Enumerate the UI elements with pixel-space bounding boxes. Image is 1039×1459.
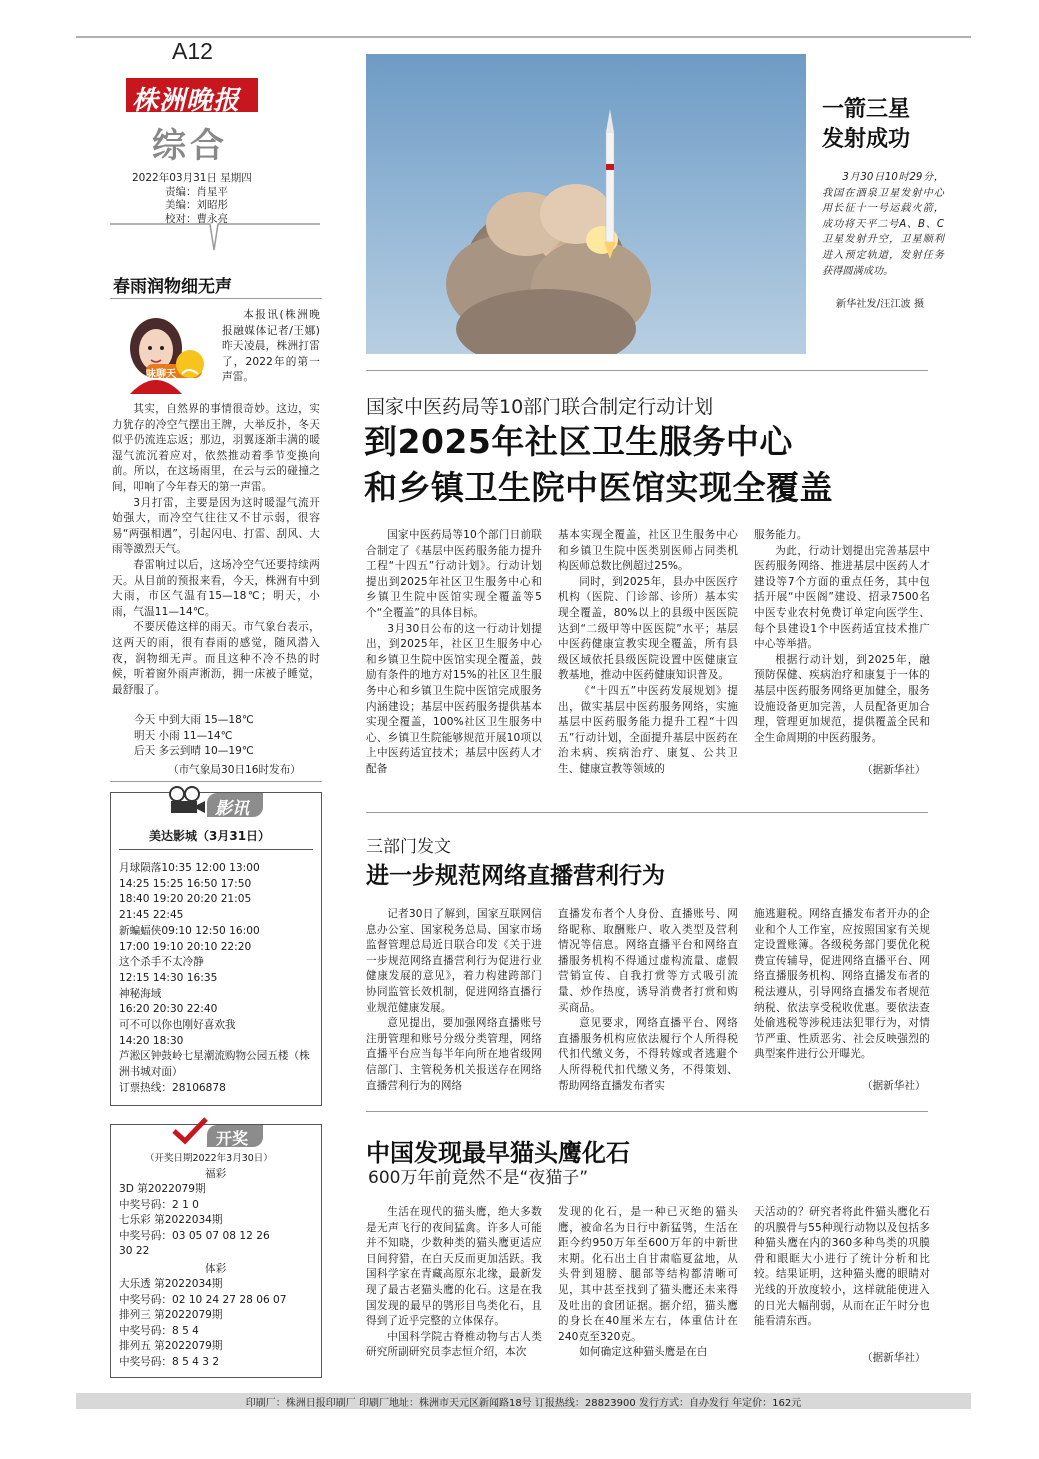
rocket-photo [366,54,806,354]
article3-paragraph: 如何确定这种猫头鹰是在白 [579,1346,708,1359]
article3-column-1 [366,1205,542,1361]
article1-column-3 [754,528,930,746]
lottery-line: 30 22 [119,1245,150,1258]
showtime-line: 18:40 19:20 20:20 21:05 [119,893,252,906]
rocket-headline [822,94,910,154]
article1-source: （据新华社） [862,764,926,776]
showtime-line: 新蝙蝠侠09:10 12:50 16:00 [119,924,260,937]
showtime-line: 21:45 22:45 [119,909,184,922]
rocket-credit: 新华社发/汪江波 摄 [836,299,925,310]
article1-paragraph: 服务能力。 [754,529,808,541]
lottery-box [110,1124,322,1378]
article2-paragraph: 记者30日了解到，国家互联网信息办公室、国家税务总局、国家市场监督管理总局近日联合印发《关于进一步规范网络直播营利行为促进行业健康发展的意见》，着力构建跨部门协同监管长效机制，促进网络直播行业规范健康发展。 [366,908,542,1014]
film-camera-icon [167,785,207,815]
lottery-fucai-title: 福彩 [205,1168,227,1180]
rocket-caption-text: 3月30日10时29分，我国在酒泉卫星发射中心用长征十一号运载火箭，成功将天平二号A、B、C卫星发射升空，卫星顺利进入预定轨道，发射任务获得圆满成功。 [822,172,944,277]
cinema-name: 美达影城（3月31日） [149,829,271,843]
column-title: 春雨润物细无声 [113,277,232,297]
footer-bar [76,1393,971,1409]
cinema-hotline: 订票热线：28106878 [119,1081,226,1094]
showtime-line: 16:20 20:30 22:40 [119,1003,218,1016]
article1-paragraph: 为此，行动计划提出完善基层中医药服务网络、推进基层中医药人才建设等7个方面的重点任务，其中包括开展“中医阁”建设、招录7500名中医专业农村免费订单定向医学生、每个县建设1个中医药适宜技术推广中心等举措。 [754,544,930,651]
rocket-bottom-rule [366,370,928,371]
page-number: A12 [172,38,213,64]
column-paragraph: 其实，自然界的事情很奇妙。这边，实力犹存的冷空气摆出王牌，大举反扑，冬天似乎仍流连忘返；那边，羽翼逐渐丰满的暖湿气流沉着应对，依然推动着季节变换向前。所以，在这场雨里，在云与云的碰撞之间，叩响了今年春天的第一声雷。 [112,403,320,493]
movies-box [110,792,322,1106]
lottery-badge: 开奖 [216,1129,249,1148]
column-intro [222,308,320,386]
weather-forecast [134,713,254,760]
article2-paragraph: 直播发布者个人身份、直播账号、网络昵称、取酬账户、收入类型及营利情况等信息。网络直播平台和网络直播服务机构不得通过虚构流量、虚假营销宣传、自我打赏等方式吸引流量、炒作热度，诱导消费者打赏和购买商品。 [558,908,738,1014]
article3-column-3 [754,1205,930,1330]
column-intro-text: 本报讯(株洲晚报融媒体记者/王娜)昨天凌晨，株洲打雷了，2022年的第一声雷。 [222,309,320,384]
lottery-line: 中奖号码：8 5 4 3 2 [119,1355,220,1368]
article3-subhead: 600万年前竟然不是“夜猫子” [368,1168,589,1188]
article3-column-2 [558,1205,738,1361]
movies-badge-bg [207,793,263,817]
issue-editor: 责编：肖星平 [165,185,228,198]
article2-column-1 [366,907,542,1094]
issue-proofreader: 校对：曹永亮 [165,212,228,225]
article2-column-2 [558,907,738,1094]
cinema-rule [119,849,313,850]
column-title-rule [110,298,322,299]
showtime-line: 可不可以你也刚好喜欢我 [119,1019,236,1032]
cinema-address: 芦淞区钟鼓岭七星潮流购物公园五楼（株洲书城对面） [119,1050,310,1079]
showtime-line: 17:00 19:10 20:10 22:20 [119,940,252,953]
issue-date: 2022年03月31日 星期四 [132,172,252,184]
column-paragraph: 春雷响过以后，这场冷空气还要持续两天。从目前的预报来看，今天，株洲有中到大雨，市区气温有15—18℃；明天，小雨，气温11—14℃。 [112,558,320,618]
article3-headline: 中国发现最早猫头鹰化石 [366,1139,630,1167]
article3-paragraph: 发现的化石，是一种已灭绝的猫头鹰，被命名为日行中新猛鸮，生活在距今约950万年至600万年的中新世末期。化石出土自甘肃临夏盆地，从头骨到翅膀、腿部等结构都清晰可见，其中甚至找到了猫头鹰还未来得及吐出的食团证据。据介绍，猫头鹰的身长在40厘米左右，体重估计在240克至320克。 [558,1206,738,1343]
lottery-fucai-list [119,1182,270,1260]
article2-paragraph: 意见提出，要加强网络直播账号注册管理和账号分级分类管理，网络直播平台应当每半年向所在地省级网信部门、主管税务机关报送存在网络直播营利行为的网络 [366,1017,542,1092]
lottery-line: 中奖号码：8 5 4 [119,1324,199,1337]
article3-paragraph: 中国科学院古脊椎动物与古人类研究所副研究员李志恒介绍，本次 [366,1330,542,1359]
paper-name: 株洲晚报 [132,86,241,116]
article3-source: （据新华社） [862,1352,926,1364]
lottery-line: 七乐彩 第2022034期 [119,1214,223,1227]
article2-headline: 进一步规范网络直播营利行为 [366,863,665,889]
column-paragraph: 不要厌倦这样的雨天。市气象台表示，这两天的雨，很有春雨的感觉，随风潜入夜，润物细无声。而且这种不冷不热的时候，听着窗外雨声淅沥，拥一床被子睡觉，最舒服了。 [112,621,320,696]
avatar-illustration [112,308,216,394]
article2-paragraph: 施逃避税。网络直播发布者开办的企业和个人工作室，应按照国家有关规定设置账簿。各级税务部门要优化税费宣传辅导，促进网络直播平台、网络直播服务机构、网络直播发布者的税法遵从，引导网络直播发布者规范纳税、依法享受税收优惠。要依法查处偷逃税等涉税违法犯罪行为，对情节严重、性质恶劣、社会反映强烈的典型案件进行公开曝光。 [754,908,930,1061]
lottery-line: 排列三 第2022079期 [119,1309,223,1322]
article1-paragraph: 《“十四五”中医药发展规划》提出，做实基层中医药服务网络，实施基层中医药服务能力提升工程“十四五”行动计划，全面提升基层中医药在治未病、疾病治疗、康复、公共卫生、健康宣教等领域的 [558,684,738,775]
showtimes-list [119,861,317,1097]
rocket-caption [822,170,944,279]
movies-badge: 影讯 [215,799,249,819]
paper-logo [126,78,258,116]
article2-paragraph: 意见要求，网络直播平台、网络直播服务机构应依法履行个人所得税代扣代缴义务，不得转嫁或者逃避个人所得税代扣代缴义务，不得策划、帮助网络直播发布者实 [558,1017,738,1092]
lottery-line: 排列五 第2022079期 [119,1340,223,1353]
lottery-line: 中奖号码：02 10 24 27 28 06 07 [119,1293,287,1306]
lottery-badge-bg [207,1125,263,1147]
forecast-source: （市气象局30日16时发布） [168,764,301,776]
showtime-line: 14:20 18:30 [119,1034,184,1047]
forecast-today: 今天 中到大雨 15—18℃ [134,714,254,726]
article2-kicker: 三部门发文 [366,837,451,857]
footer-text: 印刷厂：株洲日报印刷厂 印刷厂地址：株洲市天元区新闻路18号 订报热线：28823900 发行方式：自办发行 年定价：162元 [245,1398,802,1409]
article1-paragraph: 基本实现全覆盖，社区卫生服务中心和乡镇卫生院中医类别医师占同类机构医师总数比例超过25%。 [558,529,738,573]
article1-bottom-rule [366,812,928,813]
checkmark-icon [171,1117,209,1145]
showtime-line: 神秘海域 [119,987,162,1000]
lottery-ticai-list [119,1277,287,1371]
article1-headline-line-2: 和乡镇卫生院中医馆实现全覆盖 [364,468,833,507]
lottery-ticai-title: 体彩 [205,1263,227,1275]
article1-kicker: 国家中医药局等10部门联合制定行动计划 [366,396,714,418]
rocket-headline-line-1: 一箭三星 [822,96,911,122]
article1-paragraph: 国家中医药局等10个部门日前联合制定了《基层中医药服务能力提升工程“十四五”行动计划》。行动计划提出到2025年社区卫生服务中心和乡镇卫生院中医馆实现全覆盖等5个“全覆盖”的具体目标。 [366,529,542,619]
article3-paragraph: 天活动的？研究者将此件猫头鹰化石的巩膜骨与55种现行动物以及包括多种猫头鹰在内的360多种鸟类的巩膜骨和眼眶大小进行了统计分析和比较。结果证明，这种猫头鹰的眼睛对光线的开放度较小，这样就能使进入的日光大幅削弱，从而在正午时分也能看清东西。 [754,1206,930,1328]
article2-column-3 [754,907,930,1063]
article1-paragraph: 同时，到2025年，县办中医医疗机构（医院、门诊部、诊所）基本实现全覆盖，80%以上的县级中医医院达到“二级甲等中医医院”水平；基层中医药健康宣教实现全覆盖，所有县级区域依托县级医院设置中医健康宣教基地，推动中医药健康知识普及。 [558,575,738,682]
article1-paragraph: 3月30日公布的这一行动计划提出，到2025年，社区卫生服务中心和乡镇卫生院中医馆实现全覆盖，鼓励有条件的地方对15%的社区卫生服务中心和乡镇卫生院中医馆完成服务内涵建设；基层中医药服务提供基本实现全覆盖，100%社区卫生服务中心、乡镇卫生院能够规范开展10项以上中医药适宜技术；基层中医药人才配备 [366,622,542,775]
article1-headline [364,419,833,511]
article1-column-2 [558,528,738,778]
columnist-avatar [112,308,216,394]
article2-source: （据新华社） [862,1080,926,1092]
section-name: 综合 [152,126,228,166]
column-paragraph: 3月打雷，主要是因为这时暖湿气流开始强大，而冷空气往往又不甘示弱，很容易“两强相遇”，引起闪电、打雷、刮风、大雨等激烈天气。 [112,496,320,556]
column-body [112,402,320,698]
showtime-line: 月球陨落10:35 12:00 13:00 [119,862,260,874]
column-badge: 味聊天 [146,369,176,380]
article1-column-1 [366,528,542,778]
showtime-line: 这个杀手不太冷静 [119,956,204,969]
lottery-line: 中奖号码：03 05 07 08 12 26 [119,1229,270,1242]
movies-icon [167,785,207,819]
article3-paragraph: 生活在现代的猫头鹰，绝大多数是无声飞行的夜间猛禽。许多人可能并不知晓，少数种类的猫头鹰更适应日间狩猎，在白天反而更加活跃。我国科学家在青藏高原东北缘，最新发现了最古老猫头鹰的化石。这是在我国发现的最早的鸮形目鸟类化石，且得到了近乎完整的立体保存。 [366,1206,542,1328]
forecast-tomorrow: 明天 小雨 11—14℃ [134,729,233,742]
lottery-date: （开奖日期2022年3月30日） [145,1153,273,1164]
masthead-chevron-decoration [110,222,320,254]
article2-bottom-rule [366,1111,928,1112]
showtime-line: 12:15 14:30 16:35 [119,971,218,984]
forecast-day-after: 后天 多云到晴 10—19℃ [134,745,254,758]
article1-headline-line-1: 到2025年社区卫生服务中心 [364,422,793,461]
article1-paragraph: 根据行动计划，到2025年，融预防保健、疾病治疗和康复于一体的基层中医药服务网络更加健全，服务设施设备更加完善，人员配备更加合理，管理更加规范，提供覆盖全民和全生命周期的中医药服务。 [754,653,930,744]
issue-info [132,172,252,226]
rocket-headline-line-2: 发射成功 [822,126,911,152]
showtime-line: 14:25 15:25 16:50 17:50 [119,877,252,890]
issue-designer: 美编：刘昭彤 [165,199,228,212]
lottery-line: 大乐透 第2022034期 [119,1278,223,1290]
lottery-line: 3D 第2022079期 [119,1183,206,1195]
column-bottom-rule [110,781,322,782]
lottery-line: 中奖号码：2 1 0 [119,1198,199,1211]
rocket-launch-illustration [366,54,806,354]
